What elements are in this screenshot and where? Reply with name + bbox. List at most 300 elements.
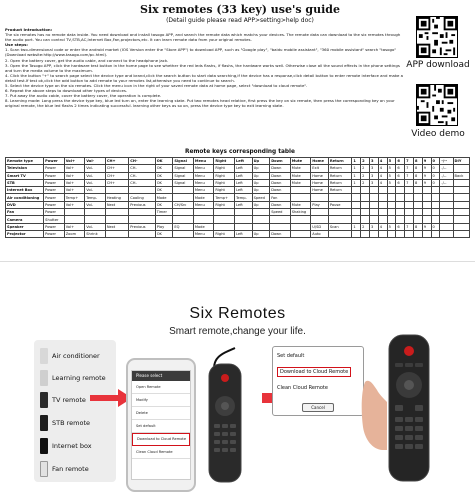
key-cell: Temp- (234, 194, 252, 201)
remote-type-cell: Internet Box (6, 187, 44, 194)
cloud-remote-popup (272, 346, 364, 416)
key-cell: Right (214, 187, 235, 194)
key-cell (396, 230, 405, 237)
key-cell (85, 216, 106, 223)
key-cell (173, 194, 194, 201)
key-cell (387, 209, 396, 216)
key-cell: Down (270, 187, 291, 194)
step-1: 1. Scan two-dimensional code or enter the android market (IOS Version enter the "Store APP") to download APP, such as "Google play", "baidu mobile assistant", "360 mobile assistant" search "tasogo"(Download website:http://www.tasogo.com/pc.html). (5, 47, 397, 58)
menu-item-delete[interactable]: Delete (132, 407, 190, 420)
key-cell: Mute (290, 179, 311, 186)
key-cell: Menu (193, 187, 214, 194)
key-cell (352, 216, 361, 223)
key-cell: Power (44, 172, 65, 179)
key-cell: Mute (290, 165, 311, 172)
key-cell: Temp+ (214, 194, 235, 201)
key-cell: Signal (173, 172, 194, 179)
key-cell (328, 216, 351, 223)
table-row (6, 230, 470, 237)
key-cell (352, 201, 361, 208)
key-cell (396, 216, 405, 223)
key-cell (328, 194, 351, 201)
table-header-cell: Left (234, 158, 252, 165)
key-cell: -/-- (440, 165, 453, 172)
table-header-cell: Home (311, 158, 329, 165)
key-cell (129, 216, 155, 223)
key-cell: Menu (193, 230, 214, 237)
key-cell: Return (328, 187, 351, 194)
table-header-cell: CH- (129, 158, 155, 165)
key-cell: Down (270, 179, 291, 186)
key-cell (422, 201, 431, 208)
key-cell: Return (328, 165, 351, 172)
table-row (6, 216, 470, 223)
table-header-cell: 5 (387, 158, 396, 165)
key-cell: 3 (369, 179, 378, 186)
key-cell (311, 216, 329, 223)
key-cell: 9 (422, 165, 431, 172)
key-cell: EQ (173, 223, 194, 230)
key-cell: Mute (290, 201, 311, 208)
key-cell (378, 194, 387, 201)
menu-item-set-default[interactable]: Set default (132, 420, 190, 433)
remote-type-cell: Speaker (6, 223, 44, 230)
key-cell (413, 230, 422, 237)
key-cell (453, 216, 469, 223)
key-cell: OK (155, 230, 173, 237)
key-cell (252, 216, 270, 223)
key-cell (453, 179, 469, 186)
key-cell: 6 (396, 179, 405, 186)
key-cell: Temp+ (64, 194, 85, 201)
steps-heading: Use steps: (5, 42, 28, 48)
key-cell (431, 187, 440, 194)
guide-subtitle: (Detail guide please read APP>setting>help doc) (166, 17, 314, 24)
key-cell: U/SD (311, 223, 329, 230)
key-cell: Right (214, 201, 235, 208)
key-cell: Right (214, 172, 235, 179)
menu-item-modify[interactable]: Modify (132, 394, 190, 407)
key-cell: Down (270, 201, 291, 208)
key-cell (352, 194, 361, 201)
key-cell: 3 (369, 165, 378, 172)
step-7: 7. Put away the audio cable, cover the battery cover, the operation is complete. (5, 93, 162, 99)
key-cell: Down (270, 230, 291, 237)
key-cell: -/-- (440, 172, 453, 179)
key-cell (361, 209, 370, 216)
key-cell: CH- (129, 179, 155, 186)
key-cell (378, 230, 387, 237)
key-cell: Mode (155, 194, 173, 201)
key-cell: 4 (378, 172, 387, 179)
key-cell: 2 (361, 165, 370, 172)
key-cell (155, 216, 173, 223)
key-cell: Vol+ (64, 187, 85, 194)
key-cell: Up (252, 172, 270, 179)
key-cell: Left (234, 165, 252, 172)
key-cell (369, 209, 378, 216)
key-cell (214, 223, 235, 230)
key-cell: Signal (173, 179, 194, 186)
key-cell (290, 187, 311, 194)
key-cell (173, 230, 194, 237)
key-cell: OK (155, 165, 173, 172)
key-cell: 7 (405, 179, 414, 186)
key-cell: Power (44, 165, 65, 172)
remote-type-cell: Smart TV (6, 172, 44, 179)
key-cell: Vol+ (64, 165, 85, 172)
device-label: Learning remote (52, 374, 106, 382)
table-header-cell: 1 (352, 158, 361, 165)
table-row (6, 179, 470, 186)
table-header-cell: Power (44, 158, 65, 165)
key-cell (387, 230, 396, 237)
key-cell (352, 230, 361, 237)
key-cell: Return (328, 172, 351, 179)
key-cell: 1 (352, 179, 361, 186)
key-cell (129, 187, 155, 194)
video-demo-qr-icon[interactable] (416, 84, 458, 126)
key-cell: Vol+ (64, 172, 85, 179)
key-cell: Power (44, 223, 65, 230)
key-cell: 1 (352, 172, 361, 179)
key-cell (431, 230, 440, 237)
key-cell (387, 187, 396, 194)
key-cell: 0 (431, 223, 440, 230)
key-cell: OK (155, 201, 173, 208)
table-header-cell: OK (155, 158, 173, 165)
popup-download-to-cloud[interactable]: Download to Cloud Remote (277, 367, 351, 377)
app-download-qr-icon[interactable] (416, 16, 458, 58)
key-cell: Home (311, 179, 329, 186)
key-cell: Down (270, 165, 291, 172)
table-row (6, 194, 470, 201)
key-cell (290, 230, 311, 237)
key-cell (214, 209, 235, 216)
table-row (6, 165, 470, 172)
key-cell: Menu (193, 172, 214, 179)
key-cell (369, 201, 378, 208)
key-cell (378, 216, 387, 223)
key-cell: Mute (290, 172, 311, 179)
key-cell: 5 (387, 172, 396, 179)
key-cell: Shutter (44, 216, 65, 223)
key-cell: CH- (129, 172, 155, 179)
key-cell (440, 201, 453, 208)
key-cell (453, 230, 469, 237)
key-cell (352, 209, 361, 216)
qr-code-icon (417, 85, 457, 125)
popup-set-default[interactable]: Set default (277, 353, 305, 359)
key-cell: Vol+ (64, 201, 85, 208)
device-label: TV remote (52, 396, 86, 404)
key-cell: Power (44, 187, 65, 194)
key-cell: Up (252, 165, 270, 172)
key-cell (105, 216, 128, 223)
internet-box-remote-icon (40, 438, 48, 454)
key-cell: 3 (369, 172, 378, 179)
key-cell (369, 230, 378, 237)
key-cell (290, 216, 311, 223)
key-cell (252, 223, 270, 230)
key-cell (413, 187, 422, 194)
key-cell (440, 209, 453, 216)
key-cell (413, 194, 422, 201)
key-cell: Vol- (85, 179, 106, 186)
key-cell (378, 187, 387, 194)
key-cell: Left (234, 179, 252, 186)
key-cell: Signal (173, 165, 194, 172)
qr-code-icon (417, 17, 457, 57)
key-cell (453, 165, 469, 172)
key-cell (214, 216, 235, 223)
key-cell (396, 209, 405, 216)
guide-body (5, 27, 407, 109)
key-cell: Right (214, 179, 235, 186)
key-cell (431, 216, 440, 223)
key-cell: 4 (378, 223, 387, 230)
table-row (6, 223, 470, 230)
key-cell: Power (44, 194, 65, 201)
key-cell: 1 (352, 223, 361, 230)
key-cell (431, 194, 440, 201)
table-header-cell: Menu (193, 158, 214, 165)
key-cell: Power (44, 179, 65, 186)
phone-menu-header: Please select (132, 371, 190, 381)
remote-type-cell: Air conditioning (6, 194, 44, 201)
key-cell (311, 209, 329, 216)
key-cell: Play (155, 223, 173, 230)
device-label: STB remote (52, 419, 91, 427)
key-cell (396, 194, 405, 201)
key-cell: 5 (387, 179, 396, 186)
popup-clean-cloud[interactable]: Clean Cloud Remote (277, 385, 328, 391)
key-cell: Shrink (85, 230, 106, 237)
key-cell: Up (252, 230, 270, 237)
key-cell: Speed (252, 194, 270, 201)
key-cell: Next (105, 223, 128, 230)
remote-type-cell: STB (6, 179, 44, 186)
key-cell: Previous (129, 223, 155, 230)
key-cell (234, 223, 252, 230)
menu-item-download-to-cloud[interactable]: Download to Cloud Remote (132, 433, 190, 446)
key-cell: 1 (352, 165, 361, 172)
remote-type-cell: DVD (6, 201, 44, 208)
key-cell: Exit (311, 165, 329, 172)
key-cell: -/-- (440, 179, 453, 186)
key-cell (270, 223, 291, 230)
remote-control-icon (383, 333, 435, 483)
key-cell (173, 209, 194, 216)
key-cell: Return (328, 179, 351, 186)
key-cell: CH+ (105, 179, 128, 186)
key-cell: Vol+ (64, 223, 85, 230)
key-cell: 7 (405, 223, 414, 230)
key-cell (453, 194, 469, 201)
key-cell: 5 (387, 165, 396, 172)
cancel-button[interactable]: Cancel (302, 403, 334, 412)
key-cell: CH+ (105, 165, 128, 172)
key-cell (311, 194, 329, 201)
table-header-cell: 4 (378, 158, 387, 165)
table-header-cell: 3 (369, 158, 378, 165)
key-cell: Play (311, 201, 329, 208)
key-cell: 9 (422, 223, 431, 230)
device-label: Air conditioner (52, 352, 100, 360)
key-cell (105, 209, 128, 216)
device-item-internet-box (40, 438, 116, 456)
key-cell: 8 (413, 223, 422, 230)
key-cell: Cooling (129, 194, 155, 201)
key-cell: Up (252, 187, 270, 194)
key-cell (413, 201, 422, 208)
key-cell (173, 216, 194, 223)
key-cell (361, 201, 370, 208)
key-cell: Power (44, 209, 65, 216)
key-cell: Left (234, 187, 252, 194)
key-cell: Pause (328, 201, 351, 208)
table-header-cell: Vol- (85, 158, 106, 165)
key-cell: 0 (431, 172, 440, 179)
key-cell (64, 209, 85, 216)
key-cell (352, 187, 361, 194)
intro-heading: Product Introduction: (5, 27, 53, 32)
remote-control-icon (201, 344, 249, 484)
smartphone-app (126, 358, 196, 492)
key-cell: 9 (422, 179, 431, 186)
key-cell: 5 (387, 223, 396, 230)
table-header-cell: Remote type (6, 158, 44, 165)
key-cell (252, 209, 270, 216)
table-header-cell: Up (252, 158, 270, 165)
menu-item-clean-cloud[interactable]: Clean Cloud Remote (132, 446, 190, 459)
device-type-list (34, 340, 116, 482)
key-cell (328, 230, 351, 237)
table-header-cell: DIY (453, 158, 469, 165)
key-cell: 0 (431, 165, 440, 172)
key-cell (234, 216, 252, 223)
key-cell: Shaking (290, 209, 311, 216)
key-cell (369, 187, 378, 194)
key-cell (405, 216, 414, 223)
key-cell (234, 209, 252, 216)
device-label: Internet box (52, 442, 92, 450)
table-header-cell: Mute (290, 158, 311, 165)
table-header-cell: 7 (405, 158, 414, 165)
fan-remote-icon (40, 461, 48, 477)
air-conditioner-remote-icon (40, 348, 48, 364)
key-cell (129, 209, 155, 216)
device-label: Fan remote (52, 465, 89, 473)
key-cell: Right (214, 230, 235, 237)
key-cell: Vol- (85, 172, 106, 179)
key-cell: Up (252, 201, 270, 208)
intro-text: The six remotes has no remote data inside. You need download and install tasogo APP, and search the remote data which matchs your devices. The remote data can download to the six remotes through the audio port. You can control TV,STB,AC,Internet Box,Fan,projectors,etc. It can learn remote data from your original remotes. (5, 32, 401, 43)
key-cell: 6 (396, 223, 405, 230)
key-cell (440, 216, 453, 223)
key-cell: Mode (193, 194, 214, 201)
table-header-cell: 6 (396, 158, 405, 165)
key-cell: 2 (361, 179, 370, 186)
key-cell: CH+ (105, 172, 128, 179)
key-cell: Vol- (85, 201, 106, 208)
key-cell (453, 187, 469, 194)
key-cell (396, 201, 405, 208)
key-cell: Timer (155, 209, 173, 216)
key-cell (173, 187, 194, 194)
key-cell (405, 201, 414, 208)
key-cell: 8 (413, 172, 422, 179)
key-cell (193, 209, 214, 216)
key-cell: 4 (378, 179, 387, 186)
table-header-cell: Return (328, 158, 351, 165)
key-cell (328, 209, 351, 216)
key-cell (369, 216, 378, 223)
table-header-cell: 8 (413, 158, 422, 165)
stb-remote-icon (40, 415, 48, 431)
key-cell: 8 (413, 179, 422, 186)
key-cell: Menu (193, 179, 214, 186)
table-row (6, 172, 470, 179)
key-cell (270, 216, 291, 223)
key-cell (290, 223, 311, 230)
key-cell: Vol- (85, 223, 106, 230)
remote-type-cell: Fan (6, 209, 44, 216)
key-cell: Scan (328, 223, 351, 230)
key-cell: 6 (396, 165, 405, 172)
key-cell: Menu (193, 201, 214, 208)
menu-item-open-remote[interactable]: Open Remote (132, 381, 190, 394)
device-item-stb-remote (40, 415, 116, 433)
device-item-fan-remote (40, 461, 116, 479)
key-cell: Down (270, 172, 291, 179)
key-cell (105, 187, 128, 194)
key-cell: OK (155, 172, 173, 179)
key-cell: Temp- (85, 194, 106, 201)
promo-title: Six Remotes (189, 305, 286, 322)
step-2: 2. Open the battery cover, get the audio cable, and connect to the headphone jack. (5, 57, 169, 63)
key-cell: 4 (378, 165, 387, 172)
promo-subtitle: Smart remote,change your life. (169, 326, 306, 337)
remote-type-cell: Camera (6, 216, 44, 223)
key-cell: Auto (311, 230, 329, 237)
key-cell (422, 230, 431, 237)
key-cell: Heating (105, 194, 128, 201)
key-cell (361, 230, 370, 237)
tv-remote-icon (40, 392, 48, 408)
power-button-icon (404, 346, 414, 356)
key-cell: Home (311, 172, 329, 179)
key-cell (378, 209, 387, 216)
key-cell (387, 216, 396, 223)
key-cell: Speed (270, 209, 291, 216)
key-cell (422, 187, 431, 194)
key-cell (387, 201, 396, 208)
key-cell: CH/Src (173, 201, 194, 208)
key-cell: Up (252, 179, 270, 186)
learning-remote-icon (40, 370, 48, 386)
table-row (6, 201, 470, 208)
step-3: 3. Open the Tasogo APP, click the hardware test button in the home page to see whether the red leds flashs, if flashs, the hardware works well. Otherwise close all the sound effects in the phone settings and turn the media volume to the maximum. (5, 62, 400, 73)
key-cell (431, 201, 440, 208)
table-row (6, 209, 470, 216)
step-4: 4. Click the button "+" to search page select the device type and brand,click the search button to start data searching,if the device has a response,click detail button to enter remote interface and make a detail test.If test ok,click the add button to add remote to your remotes list,otherwise you need to continue to search. (5, 72, 404, 83)
key-cell (85, 209, 106, 216)
table-header-cell: -/-- (440, 158, 453, 165)
key-cell: 2 (361, 223, 370, 230)
key-cell: 2 (361, 172, 370, 179)
table-header-row (6, 158, 470, 165)
